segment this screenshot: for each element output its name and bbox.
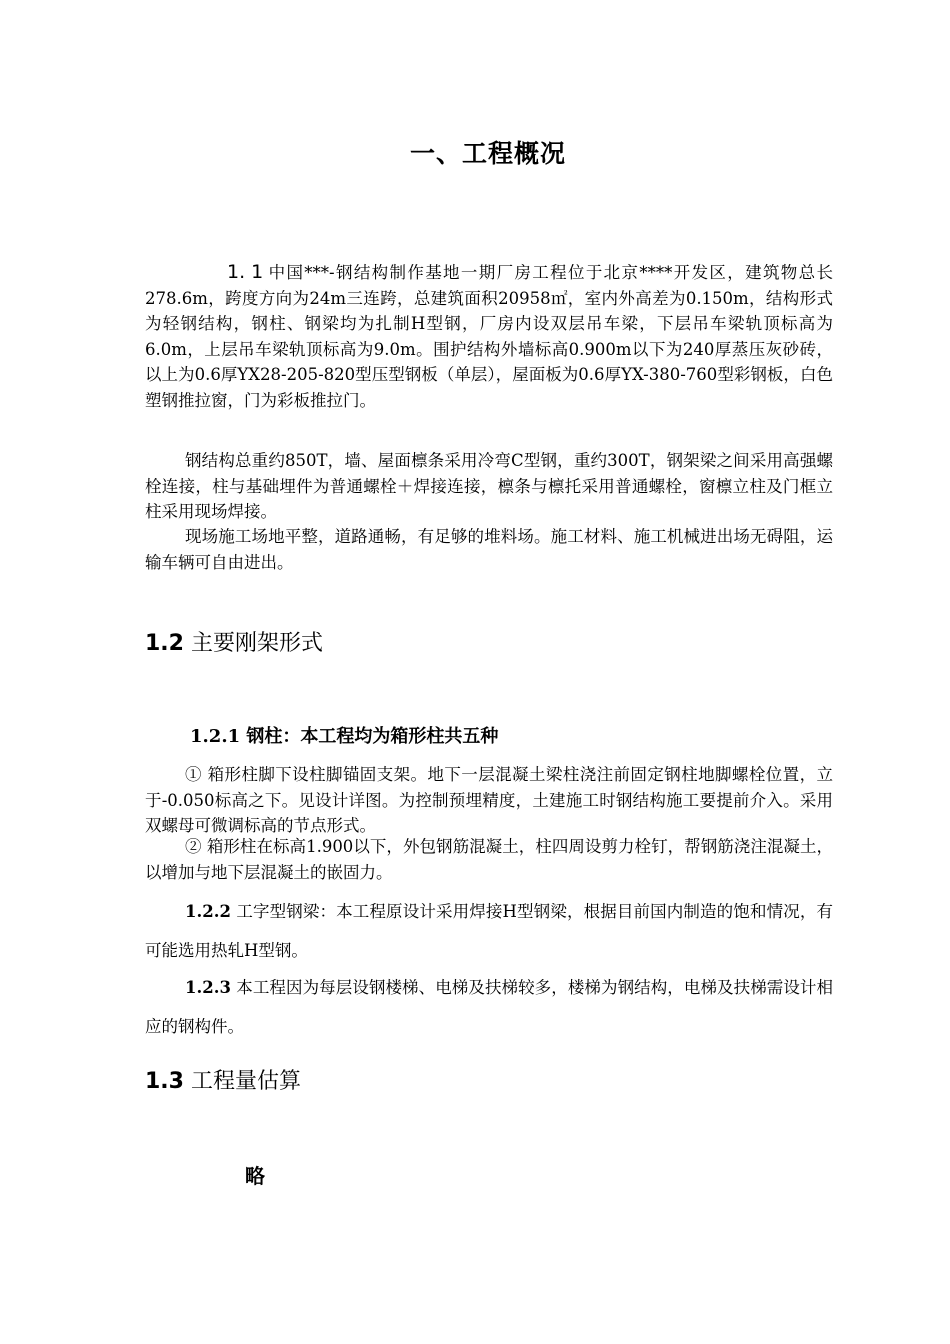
section-1-2-1-title: 钢柱：本工程均为箱形柱共五种 bbox=[246, 726, 499, 747]
section-1-2-3-text: 本工程因为每层设钢楼梯、电梯及扶梯较多，楼梯为钢结构，电梯及扶梯需设计相应的钢构件。 bbox=[145, 978, 833, 1036]
section-1-3-heading bbox=[145, 1064, 301, 1095]
section-1-1-paragraph-2: 钢结构总重约850T，墙、屋面檩条采用冷弯C型钢，重约300T，钢架梁之间采用高强螺栓连接，柱与基础埋件为普通螺栓＋焊接连接，檩条与檩托采用普通螺栓，窗檩立柱及门框立柱采用现场焊接。 bbox=[145, 451, 833, 521]
section-1-2-2-paragraph bbox=[145, 892, 833, 970]
section-1-1-text-1: 中国***-钢结构制作基地一期厂房工程位于北京****开发区，建筑物总长278.6m，跨度方向为24m三连跨，总建筑面积20958㎡，室内外高差为0.150m，结构形式为轻钢结构，钢柱、钢梁均为扎制H型钢，厂房内设双层吊车梁，下层吊车梁轨顶标高为6.0m，上层吊车梁轨顶标高为9.0m。围护结构外墙标高0.900m以下为240厚蒸压灰砂砖，以上为0.6厚YX28-205-820型压型钢板（单层），屋面板为0.6厚YX-380-760型彩钢板，白色塑钢推拉窗，门为彩板推拉门。 bbox=[145, 263, 833, 410]
section-1-2-3-paragraph bbox=[145, 968, 833, 1046]
section-1-2-heading bbox=[145, 626, 323, 657]
section-1-1-number: 1. 1 bbox=[227, 261, 264, 283]
section-1-3-content: 略 bbox=[245, 1164, 265, 1188]
section-1-1-paragraph-1 bbox=[145, 260, 833, 413]
section-1-2-3-number: 1.2.3 bbox=[185, 978, 231, 997]
page-title: 一、工程概况 bbox=[409, 139, 566, 168]
section-1-3-number: 1.3 bbox=[145, 1069, 184, 1094]
section-1-2-title: 主要刚架形式 bbox=[190, 631, 323, 656]
section-1-3-title: 工程量估算 bbox=[190, 1069, 301, 1094]
section-1-2-2-text: 工字型钢梁：本工程原设计采用焊接H型钢梁，根据目前国内制造的饱和情况，有可能选用热轧H型钢。 bbox=[145, 902, 834, 960]
section-1-2-2-number: 1.2.2 bbox=[185, 902, 231, 921]
section-1-2-1-item-1: ① 箱形柱脚下设柱脚锚固支架。地下一层混凝土梁柱浇注前固定钢柱地脚螺栓位置，立于-0.050标高之下。见设计详图。为控制预埋精度，土建施工时钢结构施工要提前介入。采用双螺母可微调标高的节点形式。 bbox=[145, 765, 833, 835]
section-1-1-lead bbox=[145, 260, 267, 286]
section-1-1-paragraph-3: 现场施工场地平整，道路通畅，有足够的堆料场。施工材料、施工机械进出场无碍阻，运输车辆可自由进出。 bbox=[145, 527, 833, 572]
section-1-2-1-heading bbox=[190, 722, 498, 748]
section-1-2-number: 1.2 bbox=[145, 631, 184, 656]
section-1-2-1-item-2: ② 箱形柱在标高1.900以下，外包钢筋混凝土，柱四周设剪力栓钉，帮钢筋浇注混凝土，以增加与地下层混凝土的嵌固力。 bbox=[145, 837, 833, 882]
section-1-2-1-number: 1.2.1 bbox=[190, 726, 241, 747]
